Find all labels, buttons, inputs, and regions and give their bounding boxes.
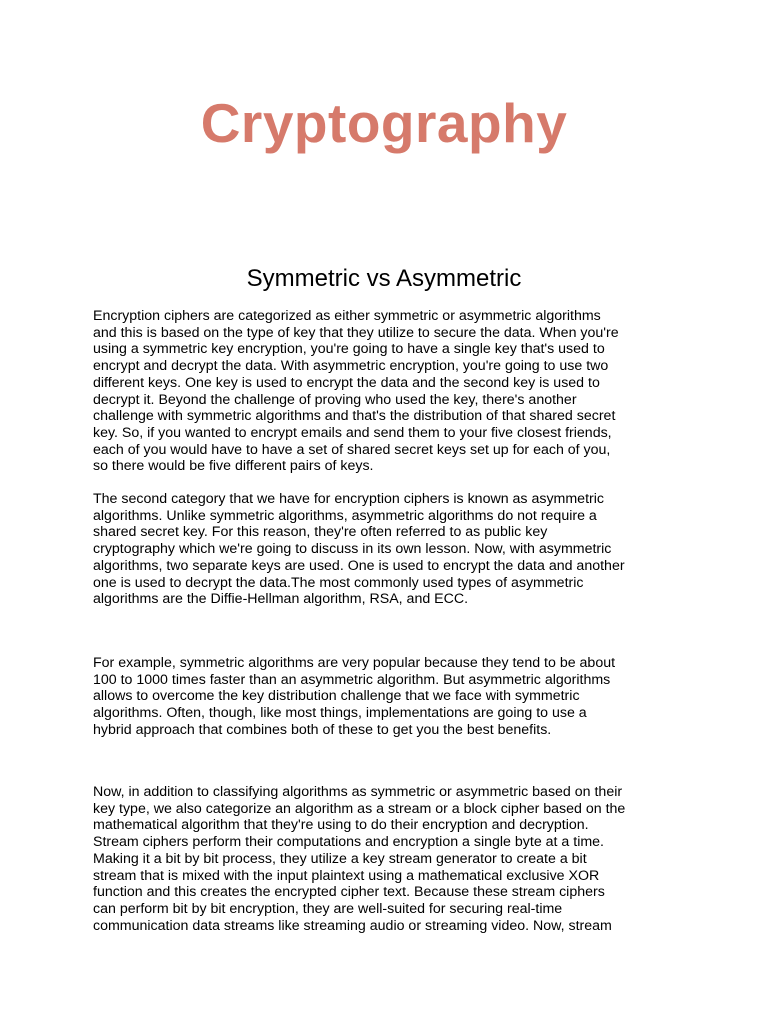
paragraph: For example, symmetric algorithms are very popular because they tend to be about 100 to 1000 times faster than an asymmetric algorithm. But asymmetric algorithms allows to overcome the key distribution challenge that we face with symmetric algorithms. Often, though, like most things, implementations are going to use a hybrid approach that combines both of these to get you the best benefits. xyxy=(93,655,616,738)
paragraph: Encryption ciphers are categorized as either symmetric or asymmetric algorithms and this is based on the type of key that they utilize to secure the data. When you're using a symmetric key encryption, you're going to have a single key that's used to encrypt and decrypt the data. With asymmetric encryption, you're going to use two different keys. One key is used to encrypt the data and the second key is used to decrypt it. Beyond the challenge of proving who used the key, there's another challenge with symmetric algorithms and that's the distribution of that shared secret key. So, if you wanted to encrypt emails and send them to your five closest friends, each of you would have to have a set of shared secret keys set up for each of you, so there would be five different pairs of keys. xyxy=(93,308,619,475)
paragraph: Now, in addition to classifying algorithms as symmetric or asymmetric based on their key type, we also categorize an algorithm as a stream or a block cipher based on the mathematical algorithm that they're using to do their encryption and decryption. Stream ciphers perform their computations and encryption a single byte at a time. Making it a bit by bit process, they utilize a key stream generator to create a bit stream that is mixed with the input plaintext using a mathematical exclusive XOR function and this creates the encrypted cipher text. Because these stream ciphers can perform bit by bit encryption, they are well-suited for securing real-time communication data streams like streaming audio or streaming video. Now, stream xyxy=(93,784,626,934)
paragraph: The second category that we have for encryption ciphers is known as asymmetric algorithms. Unlike symmetric algorithms, asymmetric algorithms do not require a shared secret key. For this reason, they're often referred to as public key cryptography which we're going to discuss in its own lesson. Now, with asymmetric algorithms, two separate keys are used. One is used to encrypt the data and another one is used to decrypt the data.The most commonly used types of asymmetric algorithms are the Diffie-Hellman algorithm, RSA, and ECC. xyxy=(93,491,625,608)
document-title: Cryptography xyxy=(200,92,568,154)
section-heading: Symmetric vs Asymmetric xyxy=(246,265,522,292)
